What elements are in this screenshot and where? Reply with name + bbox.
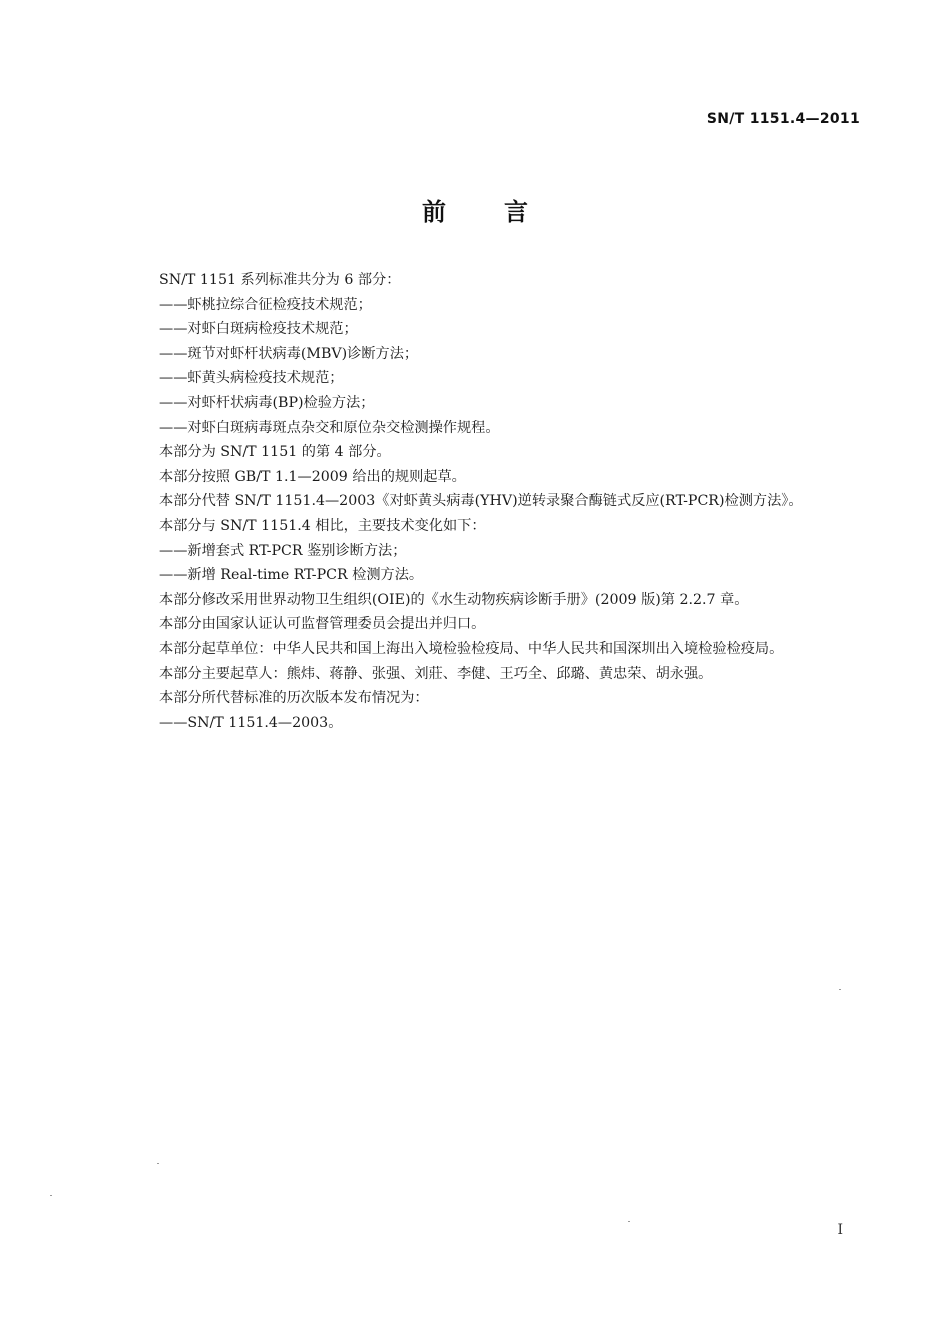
paragraph: 本部分与 SN/T 1151.4 相比，主要技术变化如下： <box>159 517 486 534</box>
scan-speck <box>839 989 841 990</box>
list-item: ——斑节对虾杆状病毒(MBV)诊断方法； <box>159 345 419 362</box>
paragraph: 本部分按照 GB/T 1.1—2009 给出的规则起草。 <box>159 468 466 485</box>
page-number: I <box>837 1222 843 1238</box>
list-item: ——虾黄头病检疫技术规范； <box>159 370 344 387</box>
list-item: ——对虾白斑病检疫技术规范； <box>159 321 358 338</box>
document-body <box>126 268 863 735</box>
paragraph: 本部分主要起草人：熊炜、蒋静、张强、刘莊、李健、王巧全、邱璐、黄忠荣、胡永强。 <box>159 665 713 682</box>
standard-code: SN/T 1151.4—2011 <box>706 111 860 127</box>
paragraph: 本部分由国家认证认可监督管理委员会提出并归口。 <box>159 616 486 633</box>
paragraph: 本部分代替 SN/T 1151.4—2003《对虾黄头病毒(YHV)逆转录聚合酶链式反应(RT-PCR)检测方法》。 <box>159 493 803 510</box>
list-item: ——虾桃拉综合征检疫技术规范； <box>159 296 372 313</box>
scan-speck <box>50 1195 52 1196</box>
list-item: ——SN/T 1151.4—2003。 <box>159 714 343 731</box>
scan-speck <box>628 1221 630 1222</box>
list-item: ——新增 Real-time RT-PCR 检测方法。 <box>159 567 424 584</box>
list-item: ——对虾杆状病毒(BP)检验方法； <box>159 394 375 411</box>
paragraph: 本部分为 SN/T 1151 的第 4 部分。 <box>159 444 391 461</box>
list-item: ——对虾白斑病毒斑点杂交和原位杂交检测操作规程。 <box>159 419 500 436</box>
paragraph: 本部分起草单位：中华人民共和国上海出入境检验检疫局、中华人民共和国深圳出入境检验检疫局。 <box>159 640 784 657</box>
scan-speck <box>157 1163 159 1164</box>
list-item: ——新增套式 RT-PCR 鉴别诊断方法； <box>159 542 407 559</box>
paragraph: 本部分所代替标准的历次版本发布情况为： <box>159 690 429 707</box>
paragraph: 本部分修改采用世界动物卫生组织(OIE)的《水生动物疾病诊断手册》(2009 版)第 2.2.7 章。 <box>159 591 749 608</box>
paragraph: SN/T 1151 系列标准共分为 6 部分： <box>159 272 401 288</box>
page-title: 前言 <box>422 198 586 226</box>
